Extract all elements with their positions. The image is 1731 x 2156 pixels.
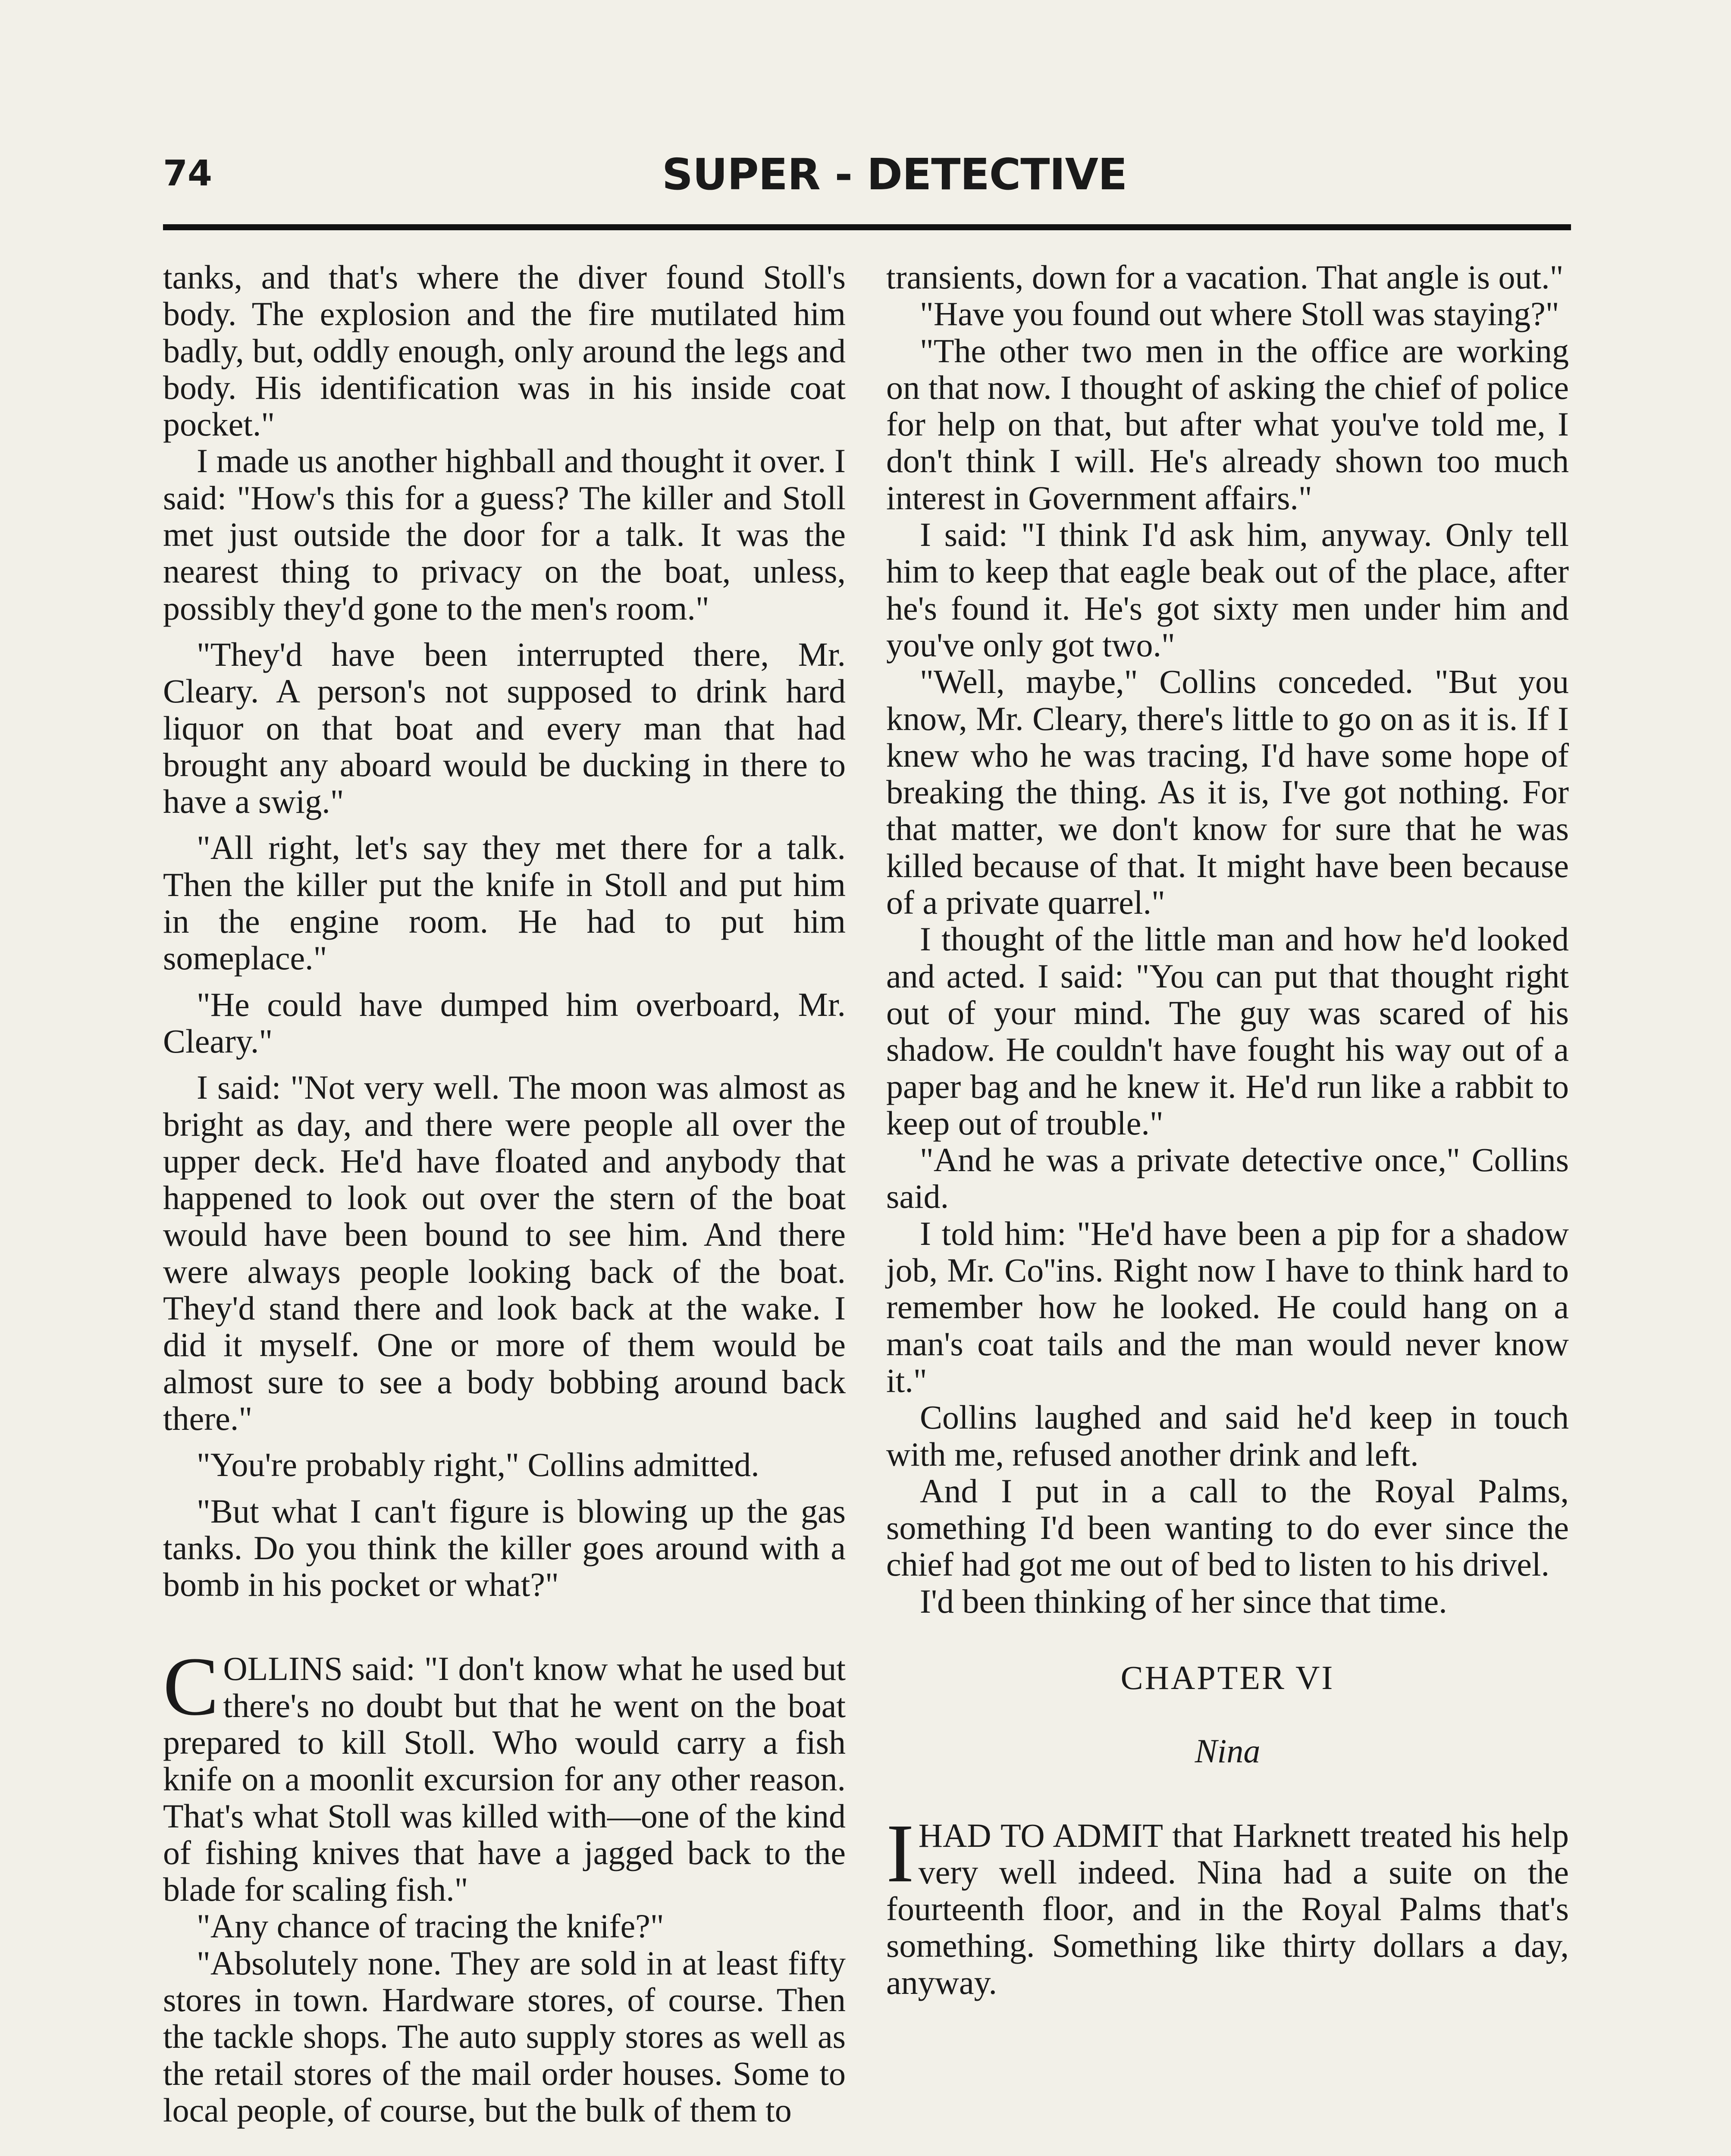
paragraph: "Have you found out where Stoll was staying?" [920,295,1559,333]
paragraph: "Well, maybe," Collins conceded. "But you know, Mr. Cleary, there's little to go on as it is. If I knew who he was tracing, I'd have some hope of breaking the thing. As it is, I've got nothing. For that matter, we don't know for sure that he was killed because of that. It might have been because of a private quarrel." [886,663,1569,921]
small-caps-lead: HAD TO ADMIT [918,1816,1163,1854]
paragraph: I said: "Not very well. The moon was almost as bright as day, and there were people all over the upper deck. He'd have floated and anybody that happened to look out over the stern of the boat would have been bound to see him. And there were always people looking back of the boat. They'd stand there and look back at the wake. I did it myself. One or more of them would be almost sure to see a body bobbing around back there." [163,1069,846,1437]
paragraph: tanks, and that's where the diver found Stoll's body. The explosion and the fire mutilated him badly, but, oddly enough, only around the legs and body. His identification was in his inside coat pocket." [163,258,846,443]
paragraph: transients, down for a vacation. That angle is out." [886,258,1564,296]
paragraph: "You're probably right," Collins admitted. [197,1446,759,1484]
drop-cap: I [886,1806,914,1899]
magazine-title: SUPER - DETECTIVE [662,149,1127,200]
paragraph-text: said: "I don't know what he used but there's no doubt but that he went on the boat prepared to kill Stoll. Who would carry a fish knife on a moonlit excursion for any other reason. That's what Stoll was killed with—one of the kind of fishing knives that have a jagged back to the blade for scaling fish." [163,1650,846,1908]
paragraph: I told him: "He'd have been a pip for a shadow job, Mr. Co''ins. Right now I have to think hard to remember how he looked. He could hang on a man's coat tails and the man would never know it." [886,1214,1569,1399]
paragraph: I made us another highball and thought it over. I said: "How's this for a guess? The killer and Stoll met just outside the door for a talk. It was the nearest thing to privacy on the boat, unless, possibly they'd gone to the men's room." [163,442,846,627]
chapter-subtitle: Nina [1195,1732,1261,1770]
header-rule [163,224,1571,230]
paragraph: I said: "I think I'd ask him, anyway. Only tell him to keep that eagle beak out of the place, after he's found it. He's got sixty men under him and you've only got two." [886,516,1569,664]
left-column [163,259,846,2128]
paragraph: And I put in a call to the Royal Palms, something I'd been wanting to do ever since the chief had got me out of bed to listen to his drivel. [886,1472,1569,1583]
paragraph: Collins laughed and said he'd keep in touch with me, refused another drink and left. [886,1398,1569,1473]
chapter-heading: CHAPTER VI [1120,1658,1335,1696]
paragraph-drop-cap [163,1640,846,1908]
paragraph: "But what I can't figure is blowing up the gas tanks. Do you think the killer goes around with a bomb in his pocket or what?" [163,1492,846,1604]
small-caps-lead: OLLINS [223,1650,343,1688]
paragraph: I thought of the little man and how he'd looked and acted. I said: "You can put that thought right out of your mind. The guy was scared of his shadow. He couldn't have fought his way out of a paper bag and he knew it. He'd run like a rabbit to keep out of trouble." [886,920,1569,1142]
paragraph: "Absolutely none. They are sold in at least fifty stores in town. Hardware stores, of course. Then the tackle shops. The auto supply stores as well as the retail stores of the mail order houses. Some to local people, of course, but the bulk of them to [163,1944,846,2129]
paragraph: "All right, let's say they met there for a talk. Then the killer put the knife in Stoll and put him in the engine room. He had to put him someplace." [163,829,846,977]
paragraph-drop-cap [886,1806,1569,2001]
page-number: 74 [163,153,213,194]
paragraph: "And he was a private detective once," Collins said. [886,1141,1569,1216]
paragraph: "Any chance of tracing the knife?" [197,1907,664,1945]
paragraph: "They'd have been interrupted there, Mr. Cleary. A person's not supposed to drink hard liquor on that boat and every man that had brought any aboard would be ducking in there to have a swig." [163,635,846,821]
paragraph: "He could have dumped him overboard, Mr. Cleary." [163,985,846,1060]
paragraph-text: that Harknett treated his help very well indeed. Nina had a suite on the fourteenth floor, and in the Royal Palms that's something. Something like thirty dollars a day, anyway. [886,1816,1569,2001]
drop-cap: C [163,1640,219,1733]
right-column [886,259,1569,2001]
paragraph: I'd been thinking of her since that time. [920,1582,1447,1620]
paragraph: "The other two men in the office are working on that now. I thought of asking the chief of police for help on that, but after what you've told me, I don't think I will. He's already shown too much interest in Government affairs." [886,332,1569,517]
